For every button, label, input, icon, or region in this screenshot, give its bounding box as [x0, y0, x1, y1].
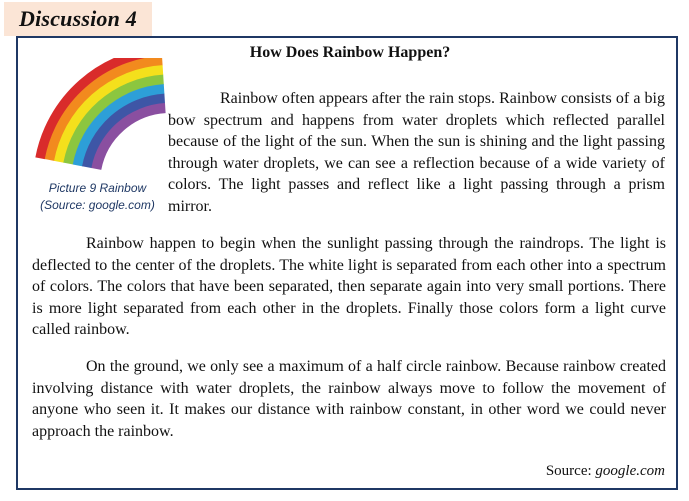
- figure-caption: [25, 180, 170, 214]
- caption-line-2: (Source: google.com): [40, 198, 155, 212]
- rainbow-icon: [20, 58, 180, 178]
- discussion-title: Discussion 4: [19, 6, 137, 31]
- source-credit: [546, 463, 665, 480]
- source-name: google.com: [595, 463, 665, 479]
- article-title: How Does Rainbow Happen?: [249, 44, 451, 61]
- discussion-tab: [4, 2, 152, 36]
- paragraph-1: Rainbow often appears after the rain stops. Rainbow consists of a big bow spectrum and happens from water droplets which reflected parallel because of the light of the sun. When the sun is shining and the light passing through water droplets, we can see a reflection because of a wide variety of colors. The light passes and reflect like a light passing through a prism mirror.: [168, 90, 665, 215]
- source-label: Source:: [545, 463, 592, 479]
- caption-line-1: Picture 9 Rainbow: [48, 181, 147, 195]
- paragraph-3: On the ground, we only see a maximum of a half circle rainbow. Because rainbow created involving distance with water droplets, the rainbow always move to follow the movement of anyone who seen it. It makes our distance with rainbow constant, in other word we could never approach the rainbow.: [32, 358, 666, 440]
- paragraph-2: Rainbow happen to begin when the sunlight passing through the raindrops. The light is deflected to the center of the droplets. The white light is separated from each other into a spectrum of colors. The colors that have been separated, then separate again into very small portions. There is more light separated from each other in the droplets. Finally those colors form a light curve called rainbow.: [32, 235, 666, 339]
